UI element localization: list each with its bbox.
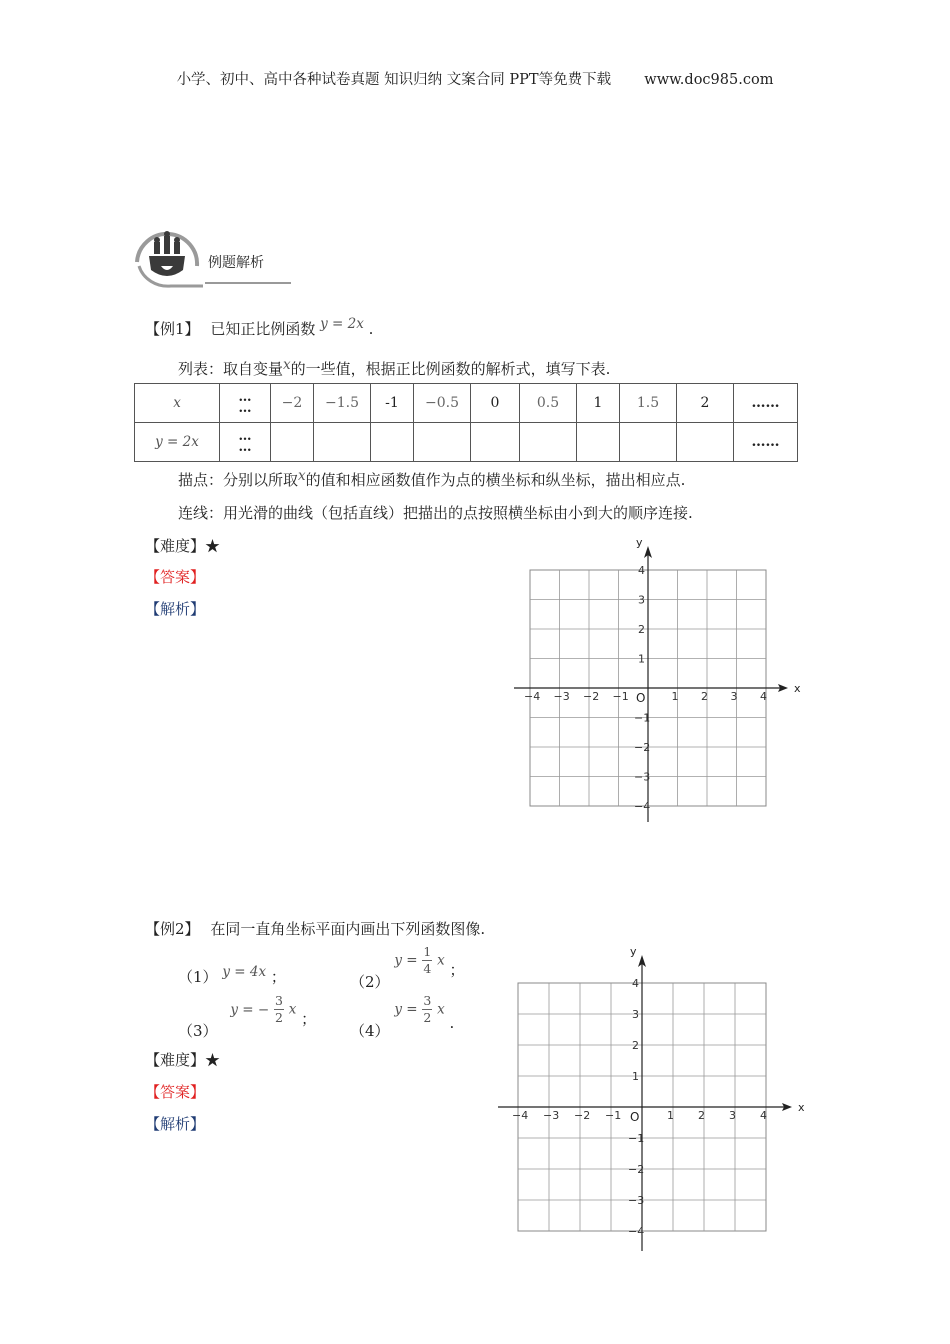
example1-intro: 已知正比例函数 (210, 320, 316, 338)
fraction-numerator: 1 (423, 944, 432, 959)
x-tick-label: −4 (524, 690, 541, 703)
coordinate-grid-2[interactable] (495, 935, 815, 1255)
x-tick-label: 4 (760, 1109, 767, 1122)
example2-heading (145, 918, 485, 939)
item-fraction (274, 994, 284, 1025)
item-fraction (422, 945, 432, 976)
example2-analysis: 【解析】 (145, 1115, 206, 1133)
example2-answer: 【答案】 (145, 1083, 206, 1101)
step-list-var: x (283, 357, 291, 373)
y-tick-label: −1 (634, 711, 651, 725)
x-value-cell: 1.5 (620, 384, 677, 423)
x-value-cell: −2 (271, 384, 314, 423)
item-fraction (422, 994, 432, 1025)
x-value-cell: −0.5 (414, 384, 471, 423)
row-header-y-text: y = 2x (155, 434, 199, 450)
table-row (135, 423, 798, 462)
x-tick-label: 4 (760, 690, 767, 703)
step-plot (178, 469, 685, 490)
x-tick-label: −2 (574, 1109, 591, 1122)
item-variable: x (437, 952, 445, 969)
x-tick-label: 2 (698, 1109, 705, 1122)
y-value-cell[interactable] (577, 423, 620, 462)
y-value-cell[interactable] (271, 423, 314, 462)
step-list-suffix: 的一些值，根据正比例函数的解析式，填写下表. (290, 360, 611, 378)
fraction-denominator: 2 (274, 1010, 283, 1025)
y-value-cell[interactable] (471, 423, 520, 462)
origin-label: O (636, 691, 646, 705)
step-list-prefix: 列表：取自变量 (178, 360, 284, 378)
item-end: ； (270, 968, 286, 986)
example1-analysis: 【解析】 (145, 600, 206, 618)
section-title: 例题解析 (208, 255, 264, 271)
item-end: . (449, 1013, 455, 1032)
x-tick-label: −4 (512, 1109, 529, 1122)
section-underline (205, 282, 291, 284)
example2-intro: 在同一直角坐标平面内画出下列函数图像. (210, 920, 486, 938)
y-tick-label: 3 (638, 593, 645, 607)
value-table (134, 383, 798, 462)
y-tick-label: 4 (632, 977, 639, 990)
function-item-3 (178, 993, 317, 1040)
castle-badge-icon (131, 226, 203, 292)
y-value-cell[interactable] (414, 423, 471, 462)
item-end: ； (449, 960, 465, 979)
item-expression: y = (394, 952, 418, 969)
ellipsis-bottom: … (238, 401, 252, 416)
ellipsis-cell (220, 423, 271, 462)
y-tick-label: −3 (634, 770, 651, 784)
x-tick-label: 2 (701, 690, 708, 703)
y-value-cell[interactable] (620, 423, 677, 462)
item-expression: y = − (230, 1001, 270, 1018)
x-tick-label: 1 (667, 1109, 674, 1122)
step-list (178, 358, 610, 379)
y-axis-label: y (636, 536, 643, 549)
ellipsis-top: … (238, 390, 252, 405)
x-value-cell: 2 (677, 384, 734, 423)
y-tick-label: −4 (634, 800, 651, 813)
y-value-cell[interactable] (520, 423, 577, 462)
y-value-cell[interactable] (677, 423, 734, 462)
table-row (135, 384, 798, 423)
y-tick-label: −2 (628, 1163, 645, 1176)
y-tick-label: −1 (628, 1132, 645, 1145)
x-tick-label: −2 (583, 690, 600, 703)
x-value-cell: 0.5 (520, 384, 577, 423)
x-tick-label: 1 (671, 690, 679, 703)
example1-difficulty: 【难度】★ (145, 537, 221, 555)
example1-heading (145, 318, 373, 339)
row-header-x-text: x (173, 395, 181, 411)
example2-difficulty: 【难度】★ (145, 1051, 221, 1069)
example1-period: . (368, 320, 374, 338)
x-value-cell: −1.5 (314, 384, 371, 423)
item-end: ； (301, 1009, 317, 1028)
tail-cell: …… (734, 423, 798, 462)
step-plot-suffix: 的值和相应函数值作为点的横坐标和纵坐标，描出相应点. (305, 471, 686, 489)
example2-label: 【例2】 (145, 920, 200, 938)
x-tick-label: −3 (553, 690, 570, 703)
coordinate-grid-1[interactable] (510, 530, 810, 830)
y-tick-label: 3 (632, 1008, 639, 1021)
y-tick-label: −3 (628, 1194, 645, 1207)
fraction-denominator: 4 (423, 961, 432, 976)
header-left-text: 小学、初中、高中各种试卷真题 知识归纳 文案合同 PPT等免费下载 (176, 72, 612, 88)
header-right-text: www.doc985.com (644, 72, 774, 88)
y-tick-label: 4 (638, 564, 645, 577)
item-number: （2） (350, 972, 390, 991)
item-expression: y = 4x (222, 964, 267, 980)
y-tick-label: −4 (628, 1225, 645, 1238)
function-item-4 (350, 993, 455, 1040)
function-item-1 (178, 966, 286, 987)
ellipsis-top: … (238, 429, 252, 444)
x-tick-label: −3 (543, 1109, 560, 1122)
fraction-numerator: 3 (423, 993, 432, 1008)
y-tick-label: 1 (638, 652, 645, 666)
item-expression: y = (394, 1001, 418, 1018)
example1-function: y = 2x (320, 316, 364, 332)
x-value-cell: -1 (371, 384, 414, 423)
y-tick-label: −2 (634, 741, 651, 754)
item-variable: x (437, 1001, 445, 1018)
x-tick-label: 3 (730, 690, 738, 703)
y-axis-label: y (630, 945, 637, 958)
origin-label: O (630, 1110, 640, 1124)
example1-answer: 【答案】 (145, 568, 206, 586)
row-header-y (135, 423, 220, 462)
item-number: （1） (178, 968, 218, 986)
step-plot-var: x (298, 468, 306, 484)
x-axis-label: x (798, 1101, 805, 1114)
fraction-denominator: 2 (423, 1010, 432, 1025)
x-value-cell: 1 (577, 384, 620, 423)
step-connect: 连线：用光滑的曲线（包括直线）把描出的点按照横坐标由小到大的顺序连接. (178, 504, 693, 522)
tail-cell: …… (734, 384, 798, 423)
x-tick-label: 3 (729, 1109, 736, 1122)
x-axis-label: x (794, 682, 801, 695)
fraction-numerator: 3 (274, 993, 283, 1008)
ellipsis-bottom: … (238, 440, 252, 455)
y-tick-label: 2 (638, 623, 645, 636)
y-tick-label: 2 (632, 1039, 639, 1052)
x-tick-label: −1 (612, 690, 629, 703)
example1-label: 【例1】 (145, 320, 200, 338)
page-header (0, 68, 950, 89)
item-variable: x (288, 1001, 297, 1018)
x-value-cell: 0 (471, 384, 520, 423)
y-tick-label: 1 (632, 1070, 639, 1083)
row-header-x (135, 384, 220, 423)
step-plot-prefix: 描点：分别以所取 (178, 471, 299, 489)
ellipsis-cell (220, 384, 271, 423)
item-number: （4） (350, 1021, 390, 1040)
y-value-cell[interactable] (371, 423, 414, 462)
item-number: （3） (178, 1021, 218, 1040)
y-value-cell[interactable] (314, 423, 371, 462)
x-tick-label: −1 (605, 1109, 622, 1122)
function-item-2 (350, 944, 465, 991)
